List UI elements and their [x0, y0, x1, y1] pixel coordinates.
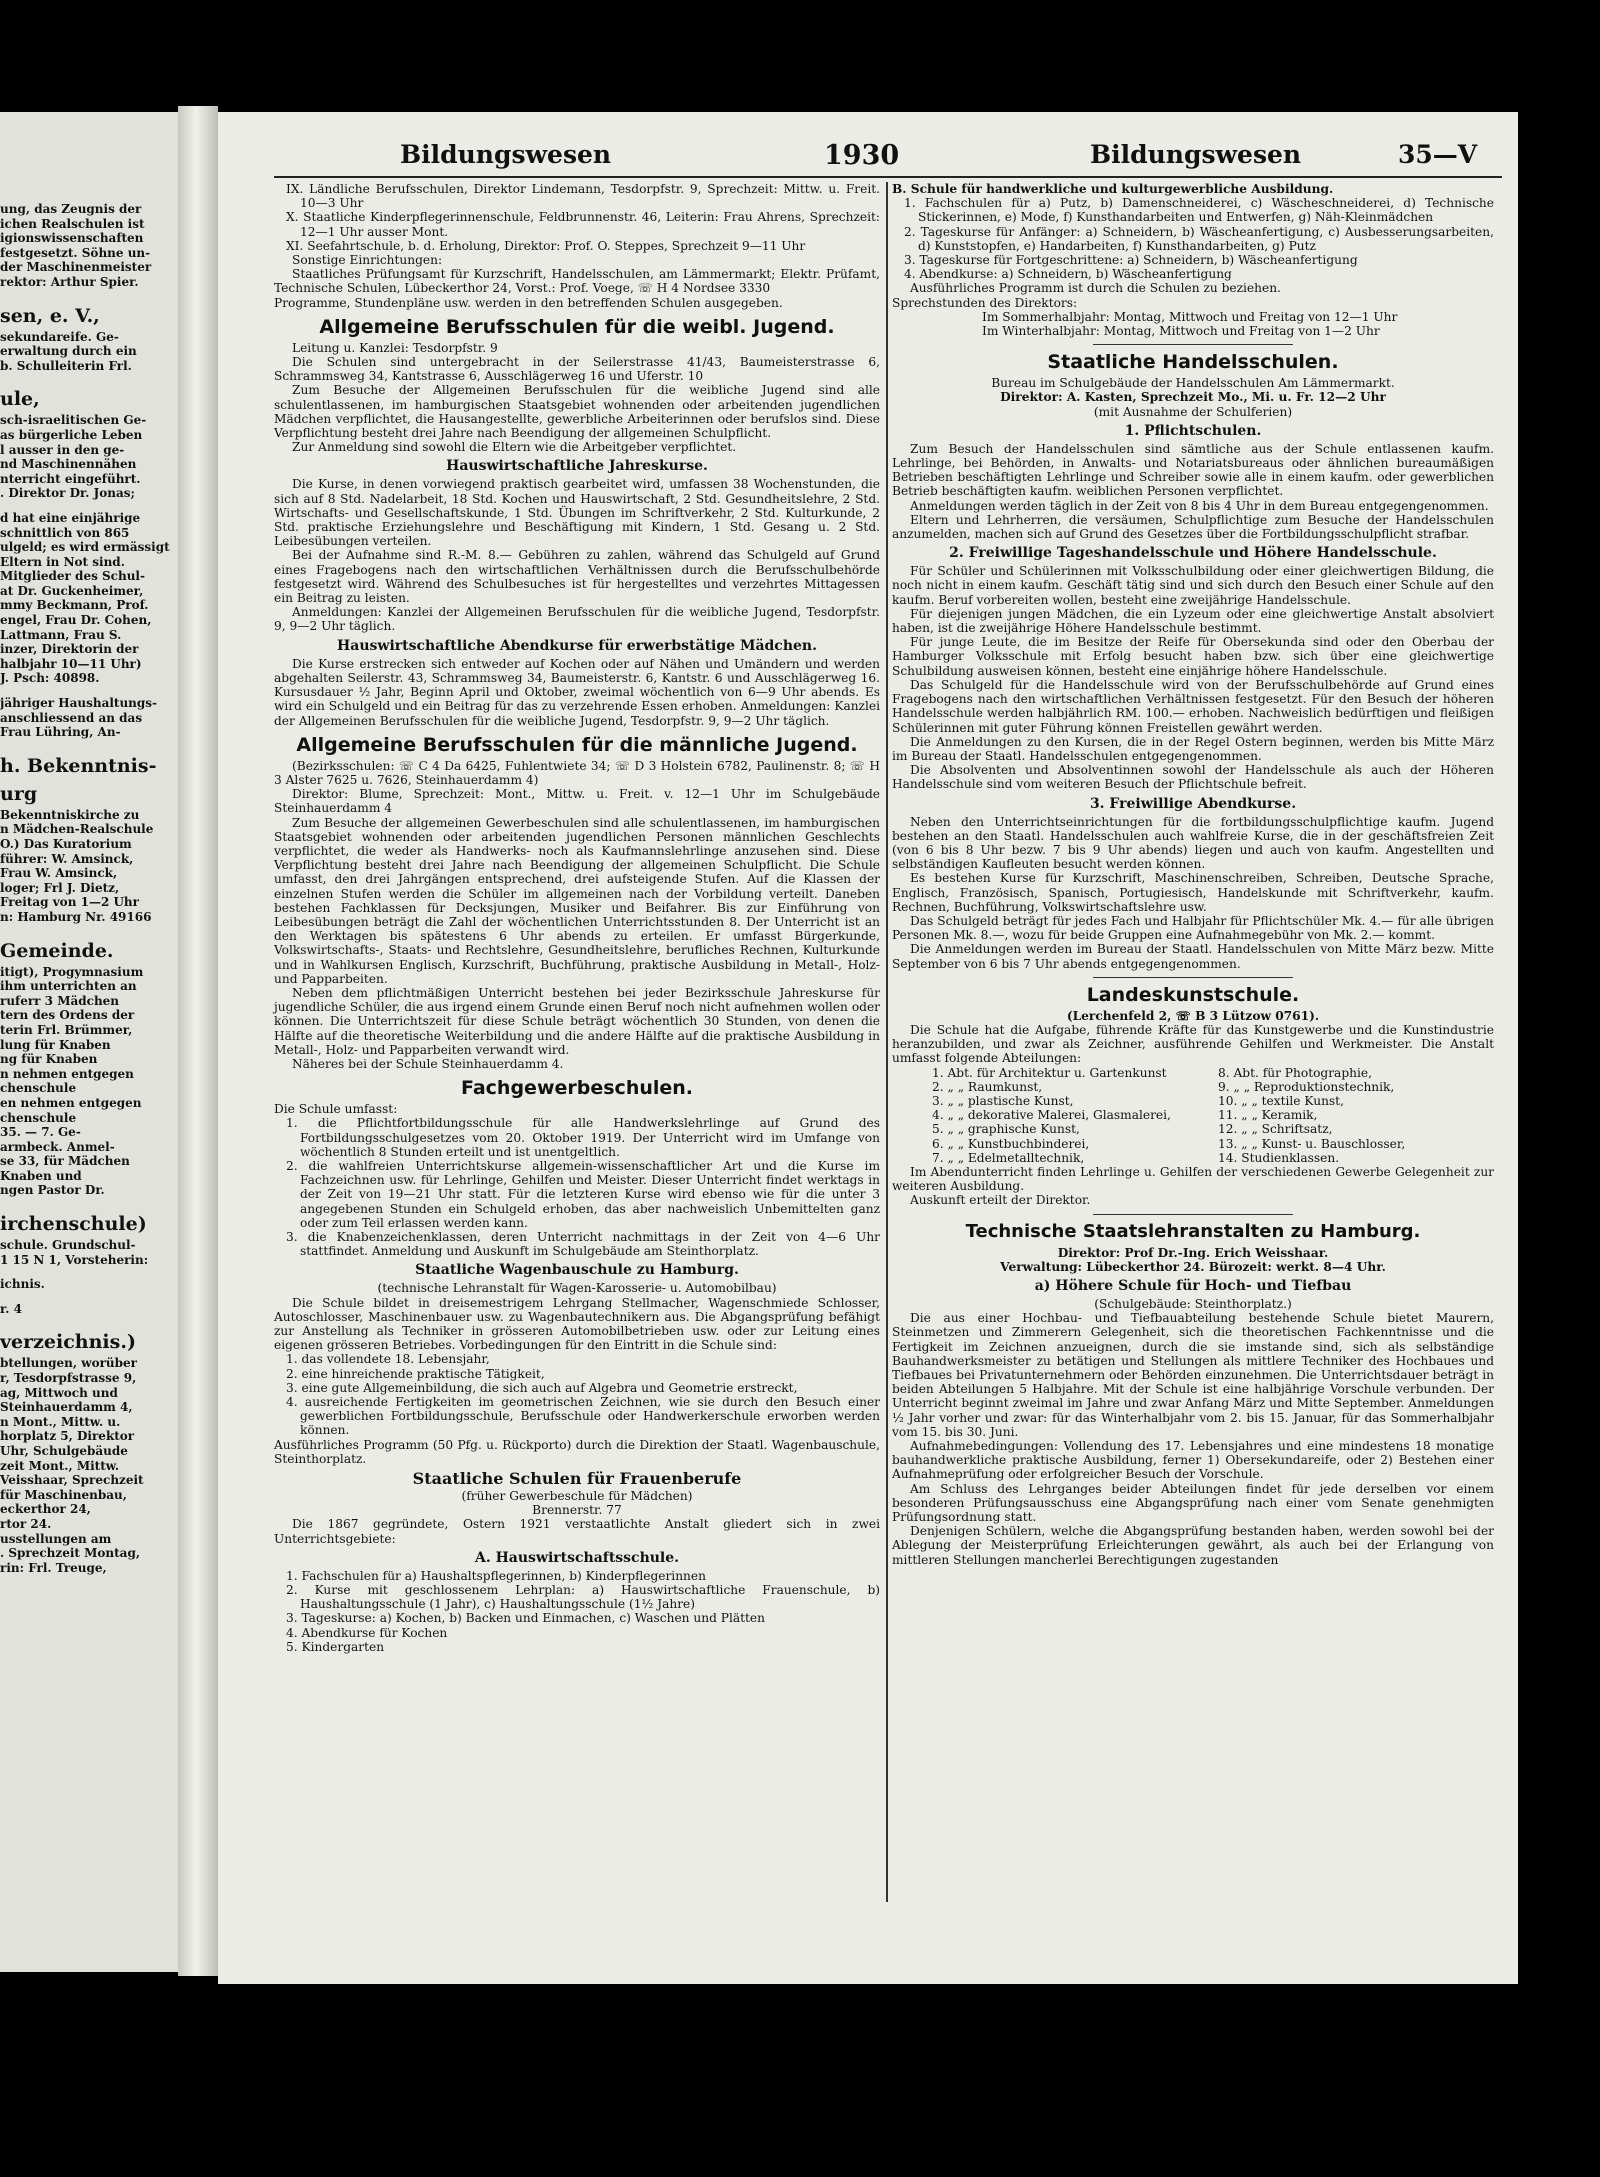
left-page-line: erwaltung durch ein: [0, 344, 137, 359]
paragraph: Eltern und Lehrherren, die versäumen, Schulpflichtige zum Besuche der Handelsschulen anzumelden, machen sich auf Grund des Gesetzes über die Fortbildungsschulpflicht strafbar.: [892, 512, 1494, 542]
list-item: 4. Abendkurse: a) Schneidern, b) Wäscheanfertigung: [904, 267, 1232, 282]
left-page-line: anschliessend an das: [0, 710, 143, 725]
paragraph: Im Abendunterricht finden Lehrlinge u. Gehilfen der verschiedenen Gewerbe Gelegenheit zur weiteren Ausbildung.: [892, 1164, 1494, 1194]
subtitle: Direktor: Prof Dr.-Ing. Erich Weisshaar.: [1057, 1245, 1329, 1260]
left-page-line: der Maschinenmeister: [0, 260, 152, 275]
header-left-title: Bildungswesen: [400, 140, 612, 169]
list-item: 3. Tageskurse für Fortgeschrittene: a) Schneidern, b) Wäscheanfertigung: [904, 253, 1358, 268]
book-gutter: [178, 106, 218, 1976]
list-item: 3. eine gute Allgemeinbildung, die sich auch auf Algebra und Geometrie erstreckt,: [286, 1380, 798, 1395]
left-page-line: jähriger Haushaltungs-: [0, 696, 158, 711]
department-item: 2. „ „ Raumkunst,: [932, 1079, 1043, 1094]
header-page-number: 35—V: [1398, 140, 1478, 169]
list-item: 1. Fachschulen für a) Putz, b) Damenschneiderei, c) Wäscheschneiderei, d) Technische Stickerinnen, e) Mode, f) Kunsthandarbeiten und Entwerfen, g) Näh-Kleinmädchen: [904, 196, 1494, 225]
list-item: 3. Tageskurse: a) Kochen, b) Backen und Einmachen, c) Waschen und Plätten: [286, 1611, 765, 1626]
list-item: 3. die Knabenzeichenklassen, deren Unterricht nachmittags in der Zeit von 4—6 Uhr stattfindet. Anmeldung und Auskunft im Schulgebäude am Steinthorplatz.: [286, 1230, 880, 1259]
department-list-right: [1218, 1066, 1494, 1165]
department-grid: [892, 1066, 1494, 1165]
left-page-spacer: [0, 925, 178, 935]
paragraph: Ausführliches Programm (50 Pfg. u. Rückporto) durch die Direktion der Staatl. Wagenbauschule, Steinthorplatz.: [274, 1437, 880, 1466]
paragraph: Anmeldungen: Kanzlei der Allgemeinen Berufsschulen für die weibliche Jugend, Tesdorpfstr. 9, 9—2 Uhr täglich.: [274, 605, 880, 634]
list-item: 2. die wahlfreien Unterrichtskurse allgemein-wissenschaftlicher Art und die Kurse im Fachzeichnen usw. für Lehrlinge, Gehilfen und Meister. Dieser Unterricht findet werktags in der Zeit von 19—21 Uhr statt. Für die letzteren Kurse wird ebenso wie für die unter 3 angegebenen Stunden ein Schulgeld erhoben, das aber nachweislich Unbemittelten ganz oder zum Teil erlassen werden kann.: [286, 1158, 880, 1230]
left-page-spacer: [0, 290, 178, 300]
paragraph: Zum Besuch der Handelsschulen sind sämtliche aus der Schule entlassenen kaufm. Lehrlinge, bei Behörden, in Anwalts- und Notariatsbureaus oder ähnlichen bureaumäßigen Betrieben beschäftigten Lehrlinge und Schreiber sowie alle in einem kaufm. oder gewerblichen Betrieb beschäftigten kaufm. weiblichen Personen verpflichtet.: [892, 441, 1494, 499]
subtitle: (mit Ausnahme der Schulferien): [1093, 404, 1293, 419]
paragraph: Neben dem pflichtmäßigen Unterricht bestehen bei jeder Bezirksschule Jahreskurse für jugendliche Schüler, die aus irgend einem Grunde einen Beruf noch nicht aufnehmen wollen oder können. Die Unterrichtszeit für diese Schule beträgt wöchentlich 30 Stunden, von denen die Hälfte auf die theoretische Weiterbildung und die andere Hälfte auf die praktische Ausbildung in Metall-, Holz- und Papparbeiten verwandt wird.: [274, 985, 880, 1057]
left-page-line: n nehmen entgegen: [0, 1066, 134, 1081]
left-page-line: terin Frl. Brümmer,: [0, 1022, 133, 1037]
sonstige-text: Staatliches Prüfungsamt für Kurzschrift, Handelsschulen, am Lämmermarkt; Elektr. Prüfamt, Technische Schulen, Lübeckerthor 24, Vorst.: Prof. Voege, ☏ H 4 Nordsee 3330: [274, 267, 880, 296]
left-page-line: Bekenntniskirche zu: [0, 807, 140, 822]
paragraph: Die aus einer Hochbau- und Tiefbauabteilung bestehende Schule bietet Maurern, Steinmetzen und Zimmerern Gelegenheit, sich die theoretischen Fachkenntnisse und die Fertigkeit im Zeichnen anzueignen, durch die sie imstande sind, sich als selbständige Bauhandwerksmeister zu betätigen und Stellungen als mittlere Techniker des Hochbaues und Tiefbaues bei Privatunternehmern oder Behörden einzunehmen. Die Unterrichtsdauer beträgt in beiden Abteilungen 5 Halbjahre. Mit der Schule ist eine halbjährige Vorschule verbunden. Der Unterricht beginnt zweimal im Jahre und zwar Anfang März und Mitte September. Anmeldungen ½ Jahr vorher und zwar: für das Winterhalbjahr vom 2. bis 15. Januar, für das Sommerhalbjahr vom 15. bis 30. Juni.: [892, 1311, 1494, 1439]
left-page-line: Uhr, Schulgebäude: [0, 1444, 128, 1458]
paragraph: Es bestehen Kurse für Kurzschrift, Maschinenschreiben, Schreiben, Deutsche Sprache, Englisch, Französisch, Spanisch, Portugiesisch, Handelskunde mit Schriftverkehr, kaufm. Rechnen, Buchführung, Volkswirtschaftslehre usw.: [892, 871, 1494, 914]
paragraph: Die Anmeldungen zu den Kursen, die in der Regel Ostern beginnen, werden bis Mitte März im Bureau der Staatl. Handelsschulen entgegengenommen.: [892, 734, 1494, 763]
left-page-line: l ausser in den ge-: [0, 442, 125, 457]
left-page-line: se 33, für Mädchen: [0, 1154, 130, 1169]
left-page-spacer: [0, 1198, 178, 1208]
left-page-line: Steinhauerdamm 4,: [0, 1400, 133, 1415]
paragraph: Die 1867 gegründete, Ostern 1921 verstaatlichte Anstalt gliedert sich in zwei Unterrichtsgebiete:: [274, 1517, 880, 1546]
left-page-line: 35. — 7. Ge-: [0, 1125, 81, 1140]
left-page-line: ung, das Zeugnis der: [0, 202, 142, 216]
paragraph: (Bezirksschulen: ☏ C 4 Da 6425, Fuhlentwiete 34; ☏ D 3 Holstein 6782, Paulinenstr. 8; ☏ H 3 Alster 7625 u. 7626, Steinhauerdamm 4): [274, 758, 880, 787]
paragraph: Die Schulen sind untergebracht in der Seilerstrasse 41/43, Baumeisterstrasse 6, Schrammsweg 34, Kantstrasse 6, Ausschlägerweg 16 und Uferstr. 10: [274, 355, 880, 384]
left-page-spacer: [0, 1267, 178, 1277]
department-item: 13. „ „ Kunst- u. Bauschlosser,: [1218, 1136, 1406, 1151]
list-item: XI. Seefahrtschule, b. d. Erholung, Direktor: Prof. O. Steppes, Sprechzeit 9—11 Uhr: [286, 238, 806, 253]
subsection-title: 1. Pflichtschulen.: [1124, 422, 1262, 439]
paragraph: Das Schulgeld beträgt für jedes Fach und Halbjahr für Pflichtschüler Mk. 4.— für alle übrigen Personen Mk. 8.—, wozu für beide Gruppen eine Aufnahmegebühr von Mk. 2.— kommt.: [892, 913, 1494, 943]
subtitle: Brennerstr. 77: [532, 1503, 622, 1518]
list-item: 4. ausreichende Fertigkeiten im geometrischen Zeichnen, wie sie durch den Besuch einer gewerblichen Fortbildungsschule, Berufsschule oder Handwerkerschule erworben werden können.: [286, 1395, 880, 1438]
handwerk-list: [892, 196, 1494, 281]
left-page-line: b. Schulleiterin Frl.: [0, 358, 132, 373]
left-page-line: J. Psch: 40898.: [0, 671, 100, 686]
left-page-line: ihm unterrichten an: [0, 979, 137, 994]
list-item: 4. Abendkurse für Kochen: [286, 1625, 448, 1640]
left-page-spacer: [0, 373, 178, 383]
left-page-line: r. 4: [0, 1301, 22, 1316]
left-page-line: at Dr. Guckenheimer,: [0, 583, 144, 598]
left-page-line: ag, Mittwoch und: [0, 1385, 118, 1400]
subtitle: (früher Gewerbeschule für Mädchen): [461, 1489, 693, 1504]
left-page-line: führer: W. Amsinck,: [0, 851, 134, 866]
subsection-title: a) Höhere Schule für Hoch- und Tiefbau: [1034, 1278, 1352, 1294]
left-page-line: nd Maschinennähen: [0, 457, 137, 472]
paragraph: Für diejenigen jungen Mädchen, die ein Lyzeum oder eine gleichwertige Anstalt absolviert haben, ist die zweijährige Höhere Handelsschule bestimmt.: [892, 606, 1494, 636]
list-item: X. Staatliche Kinderpflegerinnenschule, Feldbrunnenstr. 46, Leiterin: Frau Ahrens, Sprechzeit: 12—1 Uhr ausser Mont.: [286, 210, 880, 239]
header-year: 1930: [824, 140, 900, 171]
list-item: 1. Fachschulen für a) Haushaltspflegerinnen, b) Kinderpflegerinnen: [286, 1568, 706, 1583]
left-page-line: ng für Knaben: [0, 1052, 98, 1067]
paragraph: Für Schüler und Schülerinnen mit Volksschulbildung oder einer gleichwertigen Bildung, die noch nicht in einem kaufm. Geschäft tätig sind und sich durch den Besuch einer Schule auf den kaufm. Beruf vorbereiten wollen, besteht eine zweijährige Handelsschule.: [892, 564, 1494, 607]
list-item: IX. Ländliche Berufsschulen, Direktor Lindemann, Tesdorpfstr. 9, Sprechzeit: Mittw. u. Freit. 10—3 Uhr: [286, 182, 880, 211]
paragraph: Näheres bei der Schule Steinhauerdamm 4.: [292, 1056, 564, 1071]
left-page-line: engel, Frau Dr. Cohen,: [0, 613, 152, 628]
left-page-line: Mitglieder des Schul-: [0, 569, 145, 584]
paragraph: Die Schule umfasst:: [274, 1102, 398, 1117]
left-page-line: igionswissenschaften: [0, 231, 144, 246]
department-item: 11. „ „ Keramik,: [1218, 1108, 1318, 1123]
left-page-line: 1 15 N 1, Vorsteherin:: [0, 1252, 149, 1267]
left-page-line: schnittlich von 865: [0, 525, 130, 540]
paragraph: Zum Besuche der Allgemeinen Berufsschulen für die weibliche Jugend sind alle schulentlassenen, im hamburgischen Staatsgebiet wohnenden oder arbeitenden jugendlichen Mädchen verpflichtet, die Hausangestellte, gewerbliche Arbeiterinnen oder berufslos sind. Diese Verpflichtung besteht drei Jahre nach Beendigung der allgemeinen Schulpflicht.: [274, 383, 880, 441]
paragraph: Direktor: Blume, Sprechzeit: Mont., Mittw. u. Freit. v. 12—1 Uhr im Schulgebäude Steinhauerdamm 4: [274, 787, 880, 816]
left-page-line: ulgeld; es wird ermässigt: [0, 540, 170, 555]
left-page-line: itigt), Progymnasium: [0, 964, 144, 979]
left-page-line: Frau W. Amsinck,: [0, 866, 118, 881]
left-page-line: usstellungen am: [0, 1531, 112, 1546]
left-page-spacer: [0, 686, 178, 696]
left-page-line: . Direktor Dr. Jonas;: [0, 486, 135, 501]
left-page-line: nterricht eingeführt.: [0, 471, 141, 486]
paragraph: Zur Anmeldung sind sowohl die Eltern wie die Arbeitgeber verpflichtet.: [292, 440, 737, 455]
department-item: 10. „ „ textile Kunst,: [1218, 1093, 1344, 1108]
paragraph: Im Winterhalbjahr: Montag, Mittwoch und Freitag von 1—2 Uhr: [982, 324, 1380, 339]
left-page-line: as bürgerliche Leben: [0, 427, 143, 442]
paragraph: Das Schulgeld für die Handelsschule wird von der Berufsschulbehörde auf Grund eines Fragebogens nach den wirtschaftlichen Verhältnissen festgesetzt. Für den Besuch der höheren Handelsschule werden halbjährlich RM. 100.— erhoben. Nachweislich bedürftigen und fleißigen Schülerinnen mit guter Führung können Freistellen gewährt werden.: [892, 677, 1494, 735]
left-page-heading: irchenschule): [0, 1213, 147, 1236]
subsection-title: 2. Freiwillige Tageshandelsschule und Höhere Handelsschule.: [949, 545, 1437, 562]
paragraph: Am Schluss des Lehrganges beider Abteilungen findet für jede derselben vor einem besonderen Prüfungsausschuss eine Abgangsprüfung nach einer vom Senate genehmigten Prüfungsordnung statt.: [892, 1481, 1494, 1525]
left-page-line: lung für Knaben: [0, 1037, 111, 1052]
department-item: 7. „ „ Edelmetalltechnik,: [932, 1150, 1085, 1165]
left-page-line: Knaben und: [0, 1168, 82, 1183]
right-column: [892, 182, 1494, 1567]
header-right-title: Bildungswesen: [1090, 140, 1302, 169]
paragraph: Bei der Aufnahme sind R.-M. 8.— Gebühren zu zahlen, während das Schulgeld auf Grund eines Fragebogens nach den wirtschaftlichen Verhältnissen durch die Berufsschulbehörde festgesetzt wird. Während des Schulbesuches ist für hergestelltes und verzehrtes Mittagessen ein Beitrag zu leisten.: [274, 548, 880, 606]
paragraph: Anmeldungen werden täglich in der Zeit von 8 bis 4 Uhr in dem Bureau entgegengenommen.: [910, 498, 1489, 513]
department-item: 8. Abt. für Photographie,: [1218, 1065, 1372, 1080]
left-page-heading: Gemeinde.: [0, 939, 114, 962]
subsection-title: 3. Freiwillige Abendkurse.: [1089, 795, 1297, 812]
left-page-line: n Mädchen-Realschule: [0, 822, 154, 837]
left-page-line: inzer, Direktorin der: [0, 642, 139, 657]
header-rule: [274, 176, 1502, 178]
left-page-line: en nehmen entgegen: [0, 1095, 142, 1110]
department-item: 4. „ „ dekorative Malerei, Glasmalerei,: [932, 1108, 1171, 1123]
left-page-spacer: [0, 1292, 178, 1302]
section-title-wagenbauschule: Staatliche Wagenbauschule zu Hamburg.: [415, 1262, 739, 1279]
subtitle: Verwaltung: Lübeckerthor 24. Bürozeit: werkt. 8—4 Uhr.: [1000, 1259, 1386, 1274]
divider: [1093, 344, 1293, 345]
left-page-heading: sen, e. V.,: [0, 304, 100, 327]
section-title-jahreskurse: Hauswirtschaftliche Jahreskurse.: [446, 458, 708, 475]
left-page-line: loger; Frl J. Dietz,: [0, 880, 120, 895]
paragraph: Die Absolventen und Absolventinnen sowohl der Handelsschule als auch der Höheren Handelsschule sind vom weiteren Besuch der Pflichtschule befreit.: [892, 763, 1494, 792]
left-page-line: Eltern in Not sind.: [0, 554, 125, 569]
paragraph: Die Kurse, in denen vorwiegend praktisch gearbeitet wird, umfassen 38 Wochenstunden, die sich auf 8 Std. Nadelarbeit, 18 Std. Kochen und Hauswirtschaft, 2 Std. Gesundheitslehre, 2 Std. Wirtschafts- und Gesellschaftskunde, 1 Std. Übungen im Schriftverkehr, 2 Std. Kulturkunde, 2 Std. praktische Erziehungslehre und Beschäftigung mit Kindern, 1 Std. Gesang u. 2 Std. Leibesübungen verteilen.: [274, 477, 880, 549]
left-page-line: halbjahr 10—11 Uhr): [0, 656, 142, 671]
left-page-lines: [0, 202, 178, 1585]
left-page-line: d hat eine einjährige: [0, 510, 141, 525]
left-page-spacer: [0, 740, 178, 750]
left-page-line: Lattmann, Frau S.: [0, 627, 122, 642]
left-page-line: rektor: Arthur Spier.: [0, 274, 139, 289]
section-title-handwerkliche: B. Schule für handwerkliche und kulturgewerbliche Ausbildung.: [892, 182, 1334, 196]
left-page-fragment: [0, 112, 178, 1972]
department-item: 12. „ „ Schriftsatz,: [1218, 1122, 1333, 1137]
left-page-line: sekundareife. Ge-: [0, 329, 119, 344]
section-title-technische-staatslehranstalten: Technische Staatslehranstalten zu Hamburg.: [965, 1220, 1421, 1242]
left-page-line: btellungen, worüber: [0, 1356, 137, 1371]
list-item: 5. Kindergarten: [286, 1639, 385, 1654]
paragraph: Aufnahmebedingungen: Vollendung des 17. Lebensjahres und eine mindestens 18 monatige bauhandwerkliche praktische Ausbildung, ferner 1) Obersekundareife, oder 2) Bestehen einer Aufnahmeprüfung oder erfolgreicher Besuch der Vorschule.: [892, 1439, 1494, 1482]
department-list-left: [932, 1066, 1208, 1165]
department-item: 14. Studienklassen.: [1218, 1150, 1340, 1165]
paragraph: Im Sommerhalbjahr: Montag, Mittwoch und Freitag von 12—1 Uhr: [982, 309, 1398, 324]
left-page-spacer: [0, 501, 178, 511]
left-page-line: rtor 24.: [0, 1516, 52, 1531]
left-page-text: [0, 112, 178, 1585]
left-page-spacer: [0, 1316, 178, 1326]
left-page-heading: verzeichnis.): [0, 1331, 136, 1354]
paragraph: Neben den Unterrichtseinrichtungen für die fortbildungsschulpflichtige kaufm. Jugend bestehen an den Staatl. Handelsschulen auch wahlfreie Kurse, die in der geschäftsfreien Zeit (von 6 bis 8 Uhr bezw. 7 bis 9 Uhr abends) liegen und auch von kaufm. Angestellten und selbständigen Kaufleuten besucht werden können.: [892, 814, 1494, 872]
left-column: [274, 182, 880, 1654]
subsection-title-hauswirtschaftsschule: A. Hauswirtschaftsschule.: [474, 1549, 680, 1566]
left-page-line: chenschule: [0, 1081, 77, 1096]
column-divider: [886, 182, 888, 1902]
left-page-line: festgesetzt. Söhne un-: [0, 245, 151, 260]
top-institution-list: [274, 182, 880, 253]
subtitle: Direktor: A. Kasten, Sprechzeit Mo., Mi. u. Fr. 12—2 Uhr: [1000, 390, 1386, 405]
paragraph: Die Anmeldungen werden im Bureau der Staatl. Handelsschulen von Mitte März bezw. Mitte September von 6 bis 7 Uhr abends entgegengenommen.: [892, 942, 1494, 971]
left-page-line: eckerthor 24,: [0, 1502, 91, 1517]
programme-note: Programme, Stundenpläne usw. werden in den betreffenden Schulen ausgegeben.: [274, 295, 783, 310]
department-item: 1. Abt. für Architektur u. Gartenkunst: [932, 1065, 1167, 1080]
wagenbau-list: [274, 1352, 880, 1437]
left-page-line: ichnis.: [0, 1277, 45, 1292]
left-page-line: Veisshaar, Sprechzeit: [0, 1473, 144, 1488]
department-item: 3. „ „ plastische Kunst,: [932, 1093, 1074, 1108]
left-page-line: horplatz 5, Direktor: [0, 1429, 135, 1444]
left-page-spacer: [0, 1575, 178, 1585]
section-title-weibl-jugend: Allgemeine Berufsschulen für die weibl. Jugend.: [319, 315, 835, 338]
paragraph: Die Schule hat die Aufgabe, führende Kräfte für das Kunstgewerbe und die Kunstindustrie heranzubilden, und zwar als Zeichner, ausführende Gehilfen und Werkmeister. Die Anstalt umfasst folgende Abteilungen:: [892, 1022, 1494, 1066]
left-page-line: ichen Realschulen ist: [0, 216, 145, 231]
department-item: 6. „ „ Kunstbuchbinderei,: [932, 1136, 1090, 1151]
department-item: 9. „ „ Reproduktionstechnik,: [1218, 1079, 1395, 1094]
left-page-line: Frau Lühring, An-: [0, 725, 121, 740]
list-item: 2. Tageskurse für Anfänger: a) Schneidern, b) Wäscheanfertigung, c) Ausbesserungsarbeiten, d) Kunststopfen, e) Handarbeiten, f) Kunsthandarbeiten, g) Putz: [904, 224, 1494, 253]
left-page-line: rin: Frl. Treuge,: [0, 1560, 107, 1575]
left-page-line: ngen Pastor Dr.: [0, 1183, 105, 1198]
section-title-fachgewerbeschulen: Fachgewerbeschulen.: [460, 1077, 694, 1100]
left-page-line: ruferr 3 Mädchen: [0, 993, 120, 1008]
department-item: 5. „ „ graphische Kunst,: [932, 1122, 1080, 1137]
sonstige-label: Sonstige Einrichtungen:: [292, 253, 443, 268]
paragraph: Denjenigen Schülern, welche die Abgangsprüfung bestanden haben, werden sowohl bei der Ablegung der Meisterprüfung Erleichterungen gewährt, als auch bei der Erlangung von mittleren Stellungen mancherlei Berechtigungen zugestanden: [892, 1524, 1494, 1567]
paragraph: Ausführliches Programm ist durch die Schulen zu beziehen.: [910, 281, 1281, 296]
page-header: [218, 140, 1518, 180]
hauswirtschaft-list: [274, 1569, 880, 1654]
divider: [1093, 977, 1293, 978]
left-page-line: r, Tesdorpfstrasse 9,: [0, 1371, 137, 1386]
left-page-line: n Mont., Mittw. u.: [0, 1414, 121, 1429]
fachgewerbe-list: [274, 1116, 880, 1258]
subtitle: Bureau im Schulgebäude der Handelsschulen Am Lämmermarkt.: [991, 376, 1395, 391]
section-title-handelsschulen: Staatliche Handelsschulen.: [1047, 351, 1339, 374]
paragraph: Für junge Leute, die im Besitze der Reife für Obersekunda sind oder den Oberbau der Hamburger Volksschule mit Erfolg besucht haben bzw. sich über eine gleichwertige Schulbildung ausweisen können, besteht eine einjährige höhere Handelsschule.: [892, 635, 1494, 678]
left-page-line: sch-israelitischen Ge-: [0, 413, 147, 428]
left-page-heading: h. Bekenntnis-: [0, 754, 157, 777]
left-page-line: n: Hamburg Nr. 49166: [0, 909, 152, 924]
paragraph: Auskunft erteilt der Direktor.: [910, 1193, 1091, 1208]
left-page-line: O.) Das Kuratorium: [0, 837, 132, 851]
paragraph: Sprechstunden des Direktors:: [892, 295, 1078, 310]
section-title-abendkurse: Hauswirtschaftliche Abendkurse für erwerbstätige Mädchen.: [337, 637, 817, 654]
paragraph: Leitung u. Kanzlei: Tesdorpfstr. 9: [292, 340, 498, 355]
left-page-heading: ule,: [0, 388, 40, 411]
left-page-line: schule. Grundschul-: [0, 1238, 136, 1253]
list-item: 1. das vollendete 18. Lebensjahr,: [286, 1352, 490, 1367]
left-page-line: . Sprechzeit Montag,: [0, 1546, 141, 1561]
subtitle: (technische Lehranstalt für Wagen-Karosserie- u. Automobilbau): [377, 1281, 777, 1296]
left-page-heading: urg: [0, 782, 38, 805]
list-item: 1. die Pflichtfortbildungsschule für alle Handwerkslehrlinge auf Grund des Fortbildungsschulgesetzes vom 20. Oktober 1919. Der Unterricht wird im Umfange von wöchentlich 8 Stunden erteilt und ist unentgeltlich.: [286, 1116, 880, 1159]
left-page-line: für Maschinenbau,: [0, 1487, 127, 1502]
list-item: 2. eine hinreichende praktische Tätigkeit,: [286, 1366, 545, 1381]
section-title-frauenberufe: Staatliche Schulen für Frauenberufe: [412, 1469, 742, 1489]
subtitle: (Lerchenfeld 2, ☏ B 3 Lützow 0761).: [1066, 1008, 1320, 1023]
left-page-line: chenschule: [0, 1110, 77, 1125]
paragraph: Die Kurse erstrecken sich entweder auf Kochen oder auf Nähen und Umändern und werden abgehalten Seilerstr. 43, Schrammsweg 34, Baumeisterstr. 6, Kantstr. 6 und Ausschlägerweg 16. Kursusdauer ½ Jahr, Beginn April und Oktober, zweimal wöchentlich von 6—9 Uhr abends. Es wird ein Schulgeld und ein Beitrag für das zu verzehrende Essen erhoben. Anmeldungen: Kanzlei der Allgemeinen Berufsschulen für die weibliche Jugend, Tesdorpfstr. 9, 9—2 Uhr täglich.: [274, 656, 880, 728]
subtitle: (Schulgebäude: Steinthorplatz.): [1094, 1297, 1292, 1311]
paragraph: Die Schule bildet in dreisemestrigem Lehrgang Stellmacher, Wagenschmiede Schlosser, Autoschlosser, Maschinenbauer usw. zu Wagenbautechnikern aus. Die Abgangsprüfung befähigt zur Anstellung als Techniker in grösseren Automobilbetrieben usw. oder zur Leitung eines eigenen grösseren Betriebes. Vorbedingungen für den Eintritt in die Schule sind:: [274, 1295, 880, 1353]
left-page-line: armbeck. Anmel-: [0, 1139, 115, 1154]
left-page-line: Freitag von 1—2 Uhr: [0, 895, 139, 910]
section-title-maennl-jugend: Allgemeine Berufsschulen für die männliche Jugend.: [296, 733, 858, 756]
left-page-line: tern des Ordens der: [0, 1008, 135, 1023]
section-title-landeskunstschule: Landeskunstschule.: [1086, 983, 1300, 1006]
main-page: [218, 112, 1518, 1984]
paragraph: Zum Besuche der allgemeinen Gewerbeschulen sind alle schulentlassenen, im hamburgischen Staatsgebiet wohnenden oder arbeitenden jugendlichen Personen männlichen Geschlechts verpflichtet, die weder als Handwerks- noch als Kaufmannslehrlinge anzusehen sind. Diese Verpflichtung besteht drei Jahre nach Beendigung der allgemeinen Schulpflicht. Die Schule umfasst, den drei Jahrgängen entsprechend, drei aufsteigende Stufen. Auf die Klassen der einzelnen Stufen werden die Schüler im allgemeinen nach der Vorbildung verteilt. Daneben bestehen Fachklassen für Decksjungen, Musiker und Beifahrer. Bis zur Einführung von Leibesübungen beträgt die Zahl der wöchentlichen Unterrichtsstunden 8. Der Unterricht ist an den Werktagen bis spätestens 6 Uhr abends zu erteilen. Er umfasst Bürgerkunde, Volkswirtschafts-, Staats- und Rechtslehre, Gesundheitslehre, berufliches Rechnen, Kulturkunde und in Wahlkursen Englisch, Kurzschrift, Buchführung, praktische Ausbildung in Metall-, Holz- und Papparbeiten.: [274, 815, 880, 986]
left-page-line: mmy Beckmann, Prof.: [0, 598, 149, 613]
left-page-line: zeit Mont., Mittw.: [0, 1458, 120, 1473]
list-item: 2. Kurse mit geschlossenem Lehrplan: a) Hauswirtschaftliche Frauenschule, b) Haushaltungsschule (1 Jahr), c) Haushaltungsschule (1½ Jahre): [286, 1583, 880, 1612]
divider: [1093, 1214, 1293, 1215]
